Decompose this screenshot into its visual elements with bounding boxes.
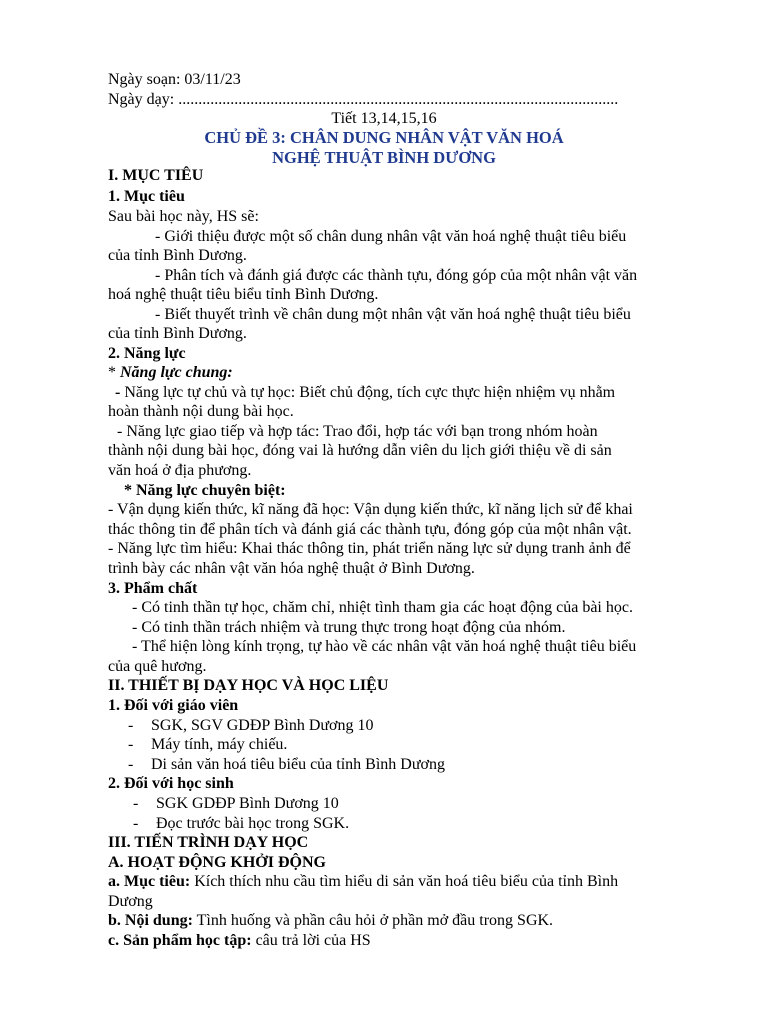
specific-2-line1: - Năng lực tìm hiểu: Khai thác thông tin, phát triển năng lực sử dụng tranh ảnh để <box>108 540 631 557</box>
specific-2-line2: trình bày các nhân vật văn hóa nghệ thuật ở Bình Dương. <box>108 560 475 577</box>
teach-date: Ngày dạy: .............................................................................................................. <box>108 91 619 108</box>
objective-1-line1: - Giới thiệu được một số chân dung nhân vật văn hoá nghệ thuật tiêu biểu <box>155 228 627 245</box>
specific-1-line2: thác thông tin để phân tích và đánh giá các thành tựu, đóng góp của một nhân vật. <box>108 521 632 538</box>
topic-title-line2: NGHỆ THUẬT BÌNH DƯƠNG <box>272 148 496 167</box>
product-text: câu trả lời của HS <box>251 932 371 949</box>
objective-3-line2: của tỉnh Bình Dương. <box>108 325 247 342</box>
teacher-item-dash: - <box>128 736 134 753</box>
competency-subheading: 2. Năng lực <box>108 345 186 362</box>
objective-1-line2: của tỉnh Bình Dương. <box>108 247 247 264</box>
student-item-dash: - <box>133 795 139 812</box>
section-equipment-heading: II. THIẾT BỊ DẠY HỌC VÀ HỌC LIỆU <box>108 677 389 694</box>
product-line <box>108 931 371 951</box>
goal-text: Kích thích nhu cầu tìm hiểu di sản văn hoá tiêu biểu của tỉnh Bình <box>190 873 619 890</box>
teacher-item-dash: - <box>128 717 134 734</box>
objective-2-line1: - Phân tích và đánh giá được các thành tựu, đóng góp của một nhân vật văn <box>155 267 638 284</box>
teacher-subheading: 1. Đối với giáo viên <box>108 697 239 714</box>
prep-date: Ngày soạn: 03/11/23 <box>108 71 241 88</box>
content-label: b. Nội dung: <box>108 912 193 929</box>
general-2-line2: thành nội dung bài học, đóng vai là hướng dẫn viên du lịch giới thiệu về di sản <box>108 442 612 459</box>
product-label: c. Sản phẩm học tập: <box>108 932 252 949</box>
specific-1-line1: - Vận dụng kiến thức, kĩ năng đã học: Vận dụng kiến thức, kĩ năng lịch sử để khai <box>108 501 633 518</box>
objective-3-line1: - Biết thuyết trình về chân dung một nhân vật văn hoá nghệ thuật tiêu biểu <box>155 306 631 323</box>
content-line <box>108 911 553 931</box>
objectives-subheading: 1. Mục tiêu <box>108 188 185 205</box>
topic-title-line1: CHỦ ĐỀ 3: CHÂN DUNG NHÂN VẬT VĂN HOÁ <box>204 128 564 147</box>
section-objectives-heading: I. MỤC TIÊU <box>108 167 204 184</box>
general-1-text: Năng lực tự chủ và tự học: Biết chủ động, tích cực thực hiện nhiệm vụ nhằm <box>124 384 616 401</box>
objective-2-line2: hoá nghệ thuật tiêu biểu tỉnh Bình Dương. <box>108 286 379 303</box>
activity-heading: A. HOẠT ĐỘNG KHỞI ĐỘNG <box>108 854 326 871</box>
general-1-line2: hoàn thành nội dung bài học. <box>108 403 294 420</box>
general-1-line1 <box>115 383 615 403</box>
specific-competency-heading: * Năng lực chuyên biệt: <box>124 482 286 499</box>
quality-1: - Có tinh thần tự học, chăm chỉ, nhiệt tình tham gia các hoạt động của bài học. <box>132 599 633 616</box>
qualities-subheading: 3. Phẩm chất <box>108 580 198 597</box>
bullet-dash: - <box>115 384 125 401</box>
content-text: Tình huống và phần câu hỏi ở phần mở đầu trong SGK. <box>192 912 554 929</box>
general-competency-heading <box>108 363 233 383</box>
teacher-item: SGK, SGV GDĐP Bình Dương 10 <box>151 717 374 734</box>
quality-2: - Có tinh thần trách nhiệm và trung thực trong hoạt động của nhóm. <box>132 619 566 636</box>
general-competency-label: Năng lực chung: <box>120 364 233 381</box>
student-item-dash: - <box>133 815 139 832</box>
teacher-item-dash: - <box>128 756 134 773</box>
general-2-line1: - Năng lực giao tiếp và hợp tác: Trao đổi, hợp tác với bạn trong nhóm hoàn <box>117 423 598 440</box>
student-item: SGK GDĐP Bình Dương 10 <box>156 795 339 812</box>
teacher-item: Máy tính, máy chiếu. <box>151 736 288 753</box>
student-item: Đọc trước bài học trong SGK. <box>156 815 350 832</box>
goal-line2: Dương <box>108 893 153 910</box>
general-2-line3: văn hoá ở địa phương. <box>108 462 252 479</box>
student-subheading: 2. Đối với học sinh <box>108 775 234 792</box>
teacher-item: Di sản văn hoá tiêu biểu của tỉnh Bình Dương <box>151 756 445 773</box>
lesson-number: Tiết 13,14,15,16 <box>331 110 437 127</box>
star-marker: * <box>108 364 120 381</box>
goal-line1 <box>108 872 618 892</box>
section-process-heading: III. TIẾN TRÌNH DẠY HỌC <box>108 834 309 851</box>
quality-3-line1: - Thể hiện lòng kính trọng, tự hào về các nhân vật văn hoá nghệ thuật tiêu biểu <box>132 638 637 655</box>
goal-label: a. Mục tiêu: <box>108 873 191 890</box>
quality-3-line2: của quê hương. <box>108 658 207 675</box>
objectives-intro: Sau bài học này, HS sẽ: <box>108 208 259 225</box>
